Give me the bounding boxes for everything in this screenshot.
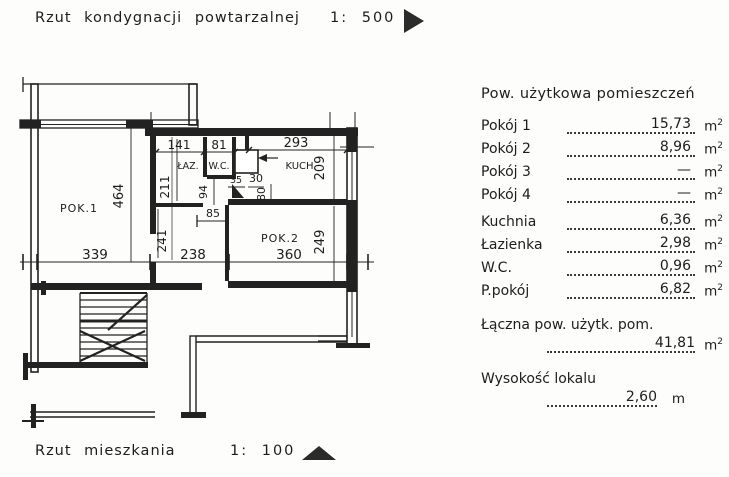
dotted-leader bbox=[567, 236, 695, 253]
room-label-pok1: POK.1 bbox=[60, 202, 98, 215]
dim-label: 241 bbox=[155, 229, 169, 253]
top-scale: 1: 500 bbox=[330, 10, 396, 26]
staircase bbox=[80, 293, 147, 362]
dim-label: 80 bbox=[255, 187, 268, 201]
room-area-value: 15,73 bbox=[650, 116, 691, 132]
area-row bbox=[481, 139, 723, 157]
total-area-block bbox=[481, 317, 723, 353]
area-unit: $m^2$ bbox=[704, 282, 723, 299]
total-value: 41,81 bbox=[654, 335, 695, 351]
room-label-laz: ŁAZ. bbox=[177, 161, 199, 172]
room-area-value: 8,96 bbox=[659, 139, 691, 155]
area-unit: $m^2$ bbox=[704, 117, 723, 134]
bottom-scale: 1: 100 bbox=[230, 443, 296, 459]
room-label-wc: W.C. bbox=[208, 161, 230, 172]
dotted-leader bbox=[567, 117, 695, 134]
area-unit: $m^2$ bbox=[704, 163, 723, 180]
dim-label: 360 bbox=[276, 247, 302, 263]
room-name: W.C. bbox=[481, 260, 512, 276]
dim-label: 35 bbox=[229, 175, 243, 186]
room-name: Pokój 1 bbox=[481, 118, 531, 134]
area-row bbox=[481, 235, 723, 253]
area-row bbox=[481, 185, 723, 203]
height-label: Wysokość lokalu bbox=[481, 371, 597, 387]
area-table-title: Pow. użytkowa pomieszczeń bbox=[481, 86, 696, 102]
dim-label: 339 bbox=[82, 247, 108, 263]
dotted-leader bbox=[567, 140, 695, 157]
dim-label: 249 bbox=[313, 229, 328, 255]
area-row bbox=[481, 162, 723, 180]
drawing-title-bottom bbox=[35, 443, 296, 459]
dotted-leader bbox=[567, 163, 695, 180]
dotted-leader bbox=[567, 259, 695, 276]
north-arrow-icon bbox=[300, 444, 338, 462]
height-value: 2,60 bbox=[625, 389, 657, 405]
area-row bbox=[481, 212, 723, 230]
dotted-leader bbox=[567, 213, 695, 230]
door-swing-mark bbox=[232, 184, 244, 198]
total-unit: $m^2$ bbox=[704, 336, 723, 353]
room-name: Kuchnia bbox=[481, 214, 537, 230]
total-label: Łączna pow. użytk. pom. bbox=[481, 317, 654, 333]
area-unit: $m^2$ bbox=[704, 186, 723, 203]
dim-label: 211 bbox=[158, 175, 172, 199]
dim-label: 141 bbox=[167, 138, 191, 152]
room-name: Łazienka bbox=[481, 237, 543, 253]
area-unit: $m^2$ bbox=[704, 259, 723, 276]
room-area-value: — bbox=[677, 185, 691, 201]
shaft-arrow-icon bbox=[258, 154, 267, 162]
dim-label: 238 bbox=[180, 247, 206, 263]
height-unit: m bbox=[671, 391, 685, 407]
area-row bbox=[481, 281, 723, 299]
area-unit: $m^2$ bbox=[704, 140, 723, 157]
room-area-value: 0,96 bbox=[659, 258, 691, 274]
room-name: Pokój 4 bbox=[481, 187, 531, 203]
room-name: P.pokój bbox=[481, 283, 530, 299]
dotted-leader bbox=[567, 282, 695, 299]
room-area-value: 2,98 bbox=[659, 235, 691, 251]
west-wall bbox=[23, 127, 46, 380]
dim-label: 293 bbox=[283, 136, 309, 151]
dotted-leader bbox=[567, 186, 695, 203]
area-rows bbox=[481, 116, 723, 299]
dim-label: 464 bbox=[112, 183, 127, 209]
room-area-value: 6,82 bbox=[659, 281, 691, 297]
room-area-value: — bbox=[677, 162, 691, 178]
dim-label: 30 bbox=[249, 172, 263, 185]
top-title: Rzut kondygnacji powtarzalnej bbox=[35, 10, 300, 26]
dim-label: 209 bbox=[313, 155, 328, 181]
room-name: Pokój 3 bbox=[481, 164, 531, 180]
area-table bbox=[481, 86, 723, 407]
dim-label: 81 bbox=[211, 138, 227, 152]
room-label-kuch: KUCH. bbox=[285, 161, 317, 172]
room-name: Pokój 2 bbox=[481, 141, 531, 157]
upper-balcony-walls bbox=[23, 77, 197, 125]
area-unit: $m^2$ bbox=[704, 236, 723, 253]
dim-label: 85 bbox=[206, 207, 220, 220]
area-unit: $m^2$ bbox=[704, 213, 723, 230]
area-row bbox=[481, 258, 723, 276]
height-block bbox=[481, 371, 723, 407]
room-area-value: 6,36 bbox=[659, 212, 691, 228]
neighbour-walls bbox=[22, 336, 347, 428]
south-walls bbox=[23, 281, 347, 368]
room-label-pok2: POK.2 bbox=[261, 232, 299, 245]
bottom-title: Rzut mieszkania bbox=[35, 443, 176, 459]
dim-label: 94 bbox=[197, 185, 210, 199]
area-row bbox=[481, 116, 723, 134]
